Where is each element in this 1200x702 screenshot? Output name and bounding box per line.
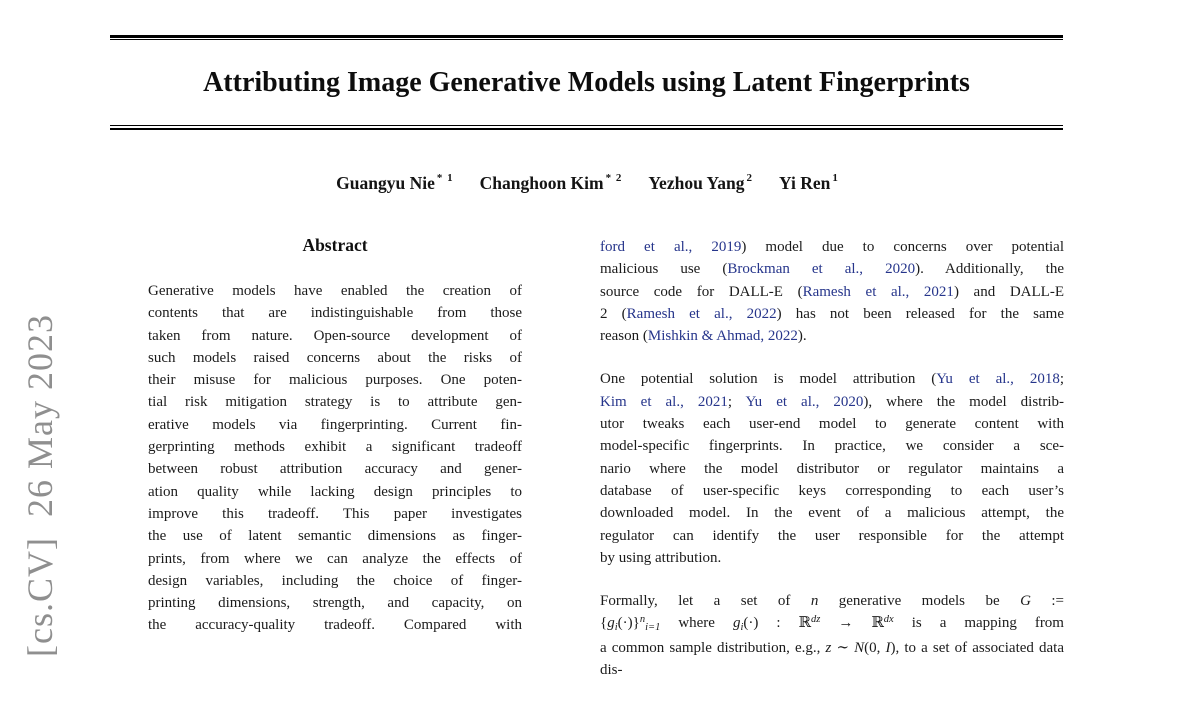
author-superscript: * 1 bbox=[436, 172, 454, 184]
text-span: downloaded model. In the event of a malicious attempt, the bbox=[600, 505, 1064, 522]
text-span: ) has not been released for the same bbox=[776, 305, 1064, 322]
citation-link[interactable]: Yu et al., 2020 bbox=[745, 393, 864, 410]
text-span: ℝ bbox=[871, 615, 884, 632]
text-line bbox=[600, 458, 1064, 480]
text-span: ), where the model distrib- bbox=[863, 393, 1064, 410]
text-span: generative models be bbox=[818, 593, 1021, 610]
text-span: := bbox=[1030, 593, 1064, 610]
author-name: Guangyu Nie bbox=[336, 172, 435, 193]
arxiv-watermark: [cs.CV] 26 May 2023 bbox=[20, 314, 60, 657]
text-span: (·)} bbox=[617, 615, 640, 632]
text-span: One potential solution is model attribution ( bbox=[600, 371, 937, 388]
text-span: ∼ bbox=[831, 639, 855, 656]
text-span: printing dimensions, strength, and capacity, on bbox=[148, 595, 522, 612]
text-span: tial risk mitigation strategy is to attribute gen- bbox=[148, 394, 522, 411]
text-span: ; bbox=[727, 393, 746, 410]
paragraph bbox=[600, 368, 1064, 569]
author bbox=[779, 173, 837, 193]
author-name: Changhoon Kim bbox=[479, 172, 604, 193]
text-span: z bbox=[825, 639, 832, 656]
paragraph bbox=[600, 236, 1064, 347]
citation-link[interactable]: Brockman et al., 2020 bbox=[727, 261, 916, 278]
text-line bbox=[148, 525, 522, 547]
text-span: → bbox=[820, 615, 872, 632]
text-line bbox=[148, 592, 522, 614]
text-span: the use of latent semantic dimensions as finger- bbox=[148, 528, 522, 545]
author bbox=[648, 173, 751, 193]
rule-line-thick bbox=[110, 128, 1063, 131]
text-span: utor tweaks each user-end model to generate content with bbox=[600, 416, 1064, 433]
authors-line bbox=[110, 167, 1063, 195]
text-span: i=1 bbox=[645, 622, 661, 634]
text-span: N bbox=[854, 639, 865, 656]
text-line bbox=[600, 391, 1064, 413]
text-span: ; bbox=[1059, 371, 1064, 388]
text-span: g bbox=[732, 615, 741, 632]
text-line bbox=[600, 435, 1064, 457]
text-span: such models raised concerns about the risks of bbox=[148, 349, 522, 366]
abstract-body bbox=[148, 280, 522, 637]
text-line bbox=[148, 347, 522, 369]
text-span: by using attribution. bbox=[600, 549, 722, 566]
text-span: malicious use ( bbox=[600, 261, 728, 278]
text-span: erative models via fingerprinting. Current fin- bbox=[148, 416, 522, 433]
text-span: n bbox=[639, 614, 646, 626]
text-line bbox=[600, 303, 1064, 325]
text-span: between robust attribution accuracy and gener- bbox=[148, 461, 522, 478]
text-line bbox=[148, 503, 522, 525]
text-line bbox=[600, 590, 1064, 612]
citation-link[interactable]: Mishkin & Ahmad, 2022 bbox=[647, 328, 798, 345]
text-span: g bbox=[607, 615, 615, 632]
text-span: a common sample distribution, e.g., bbox=[600, 639, 826, 656]
text-span: is a mapping from bbox=[893, 615, 1064, 632]
text-span: database of user-specific keys corresponding to each user’s bbox=[600, 482, 1064, 499]
paragraph bbox=[600, 590, 1064, 681]
text-line bbox=[148, 481, 522, 503]
text-span: dz bbox=[810, 614, 821, 626]
header-rule-top bbox=[110, 35, 1063, 40]
text-span: 2 ( bbox=[600, 305, 627, 322]
text-line bbox=[600, 480, 1064, 502]
text-span: I bbox=[885, 639, 891, 656]
author-name: Yi Ren bbox=[778, 172, 831, 193]
text-span: their misuse for malicious purposes. One poten- bbox=[148, 372, 522, 389]
text-span: (·) : bbox=[743, 615, 799, 632]
text-span: i bbox=[740, 622, 744, 634]
text-span: ) model due to concerns over potential bbox=[741, 239, 1064, 255]
paper-title: Attributing Image Generative Models using Latent Fingerprints bbox=[203, 67, 970, 98]
text-span: Formally, let a set of bbox=[600, 593, 811, 610]
text-span: model-specific fingerprints. In practice, we consider a sce- bbox=[600, 438, 1064, 455]
rule-line-thin bbox=[110, 39, 1063, 40]
text-span: source code for DALL-E ( bbox=[600, 283, 803, 300]
text-line bbox=[600, 281, 1064, 303]
text-span: ). Additionally, the bbox=[915, 261, 1064, 278]
header-rule-bottom bbox=[110, 125, 1063, 130]
citation-link[interactable]: Kim et al., 2021 bbox=[600, 393, 728, 410]
right-column bbox=[600, 236, 1064, 702]
text-line bbox=[600, 258, 1064, 280]
text-span: design variables, including the choice of finger- bbox=[148, 572, 522, 589]
author bbox=[480, 173, 621, 193]
text-line bbox=[600, 413, 1064, 435]
left-column bbox=[148, 232, 522, 637]
text-line bbox=[600, 612, 1064, 636]
abstract-heading: Abstract bbox=[302, 235, 368, 255]
text-line bbox=[600, 236, 1064, 258]
text-span: regulator can identify the user responsible for the attempt bbox=[600, 527, 1064, 544]
text-line bbox=[148, 570, 522, 592]
text-span: ). bbox=[797, 328, 807, 345]
text-span: where bbox=[660, 615, 733, 632]
text-span: the accuracy-quality tradeoff. Compared with bbox=[148, 617, 522, 634]
text-line bbox=[148, 458, 522, 480]
citation-link[interactable]: Yu et al., 2018 bbox=[936, 371, 1060, 388]
text-span: nario where the model distributor or regulator maintains a bbox=[600, 460, 1064, 477]
citation-link[interactable]: ford et al., 2019 bbox=[600, 239, 742, 255]
text-span: ) and DALL-E bbox=[953, 283, 1064, 300]
text-line bbox=[148, 548, 522, 570]
text-span: contents that are indistinguishable from those bbox=[148, 305, 522, 322]
text-span: improve this tradeoff. This paper investigates bbox=[148, 505, 522, 522]
text-span: ation quality while lacking design principles to bbox=[148, 483, 522, 500]
text-line bbox=[148, 436, 522, 458]
author bbox=[336, 172, 454, 193]
text-line bbox=[148, 614, 522, 636]
text-line bbox=[600, 547, 1064, 569]
text-span: n bbox=[810, 593, 819, 610]
text-span: reason ( bbox=[600, 328, 648, 345]
text-span: ℝ bbox=[798, 615, 811, 632]
text-line bbox=[148, 369, 522, 391]
text-span: G bbox=[1020, 593, 1031, 610]
text-line bbox=[148, 414, 522, 436]
text-span: i bbox=[614, 622, 618, 634]
citation-link[interactable]: Ramesh et al., 2021 bbox=[802, 283, 954, 300]
text-line bbox=[148, 325, 522, 347]
author-superscript: 1 bbox=[832, 172, 839, 184]
text-line bbox=[600, 325, 1064, 347]
text-line bbox=[600, 525, 1064, 547]
text-span: taken from nature. Open-source development of bbox=[148, 327, 522, 344]
text-span: gerprinting methods exhibit a significant tradeoff bbox=[148, 439, 522, 456]
text-line bbox=[600, 368, 1064, 390]
text-span: prints, from where we can analyze the effects of bbox=[148, 550, 522, 567]
text-line bbox=[148, 302, 522, 324]
text-span: { bbox=[600, 615, 608, 632]
author-superscript: * 2 bbox=[605, 172, 623, 184]
text-line bbox=[600, 502, 1064, 524]
text-line bbox=[600, 637, 1064, 682]
text-span: (0, bbox=[864, 639, 886, 656]
citation-link[interactable]: Ramesh et al., 2022 bbox=[626, 305, 777, 322]
text-line bbox=[148, 280, 522, 302]
text-span: dx bbox=[883, 614, 894, 626]
author-name: Yezhou Yang bbox=[648, 172, 745, 193]
text-line bbox=[148, 391, 522, 413]
text-span: Generative models have enabled the creation of bbox=[148, 283, 522, 299]
text-span: ), to a set of associated data dis- bbox=[600, 639, 1064, 679]
author-superscript: 2 bbox=[746, 172, 753, 184]
